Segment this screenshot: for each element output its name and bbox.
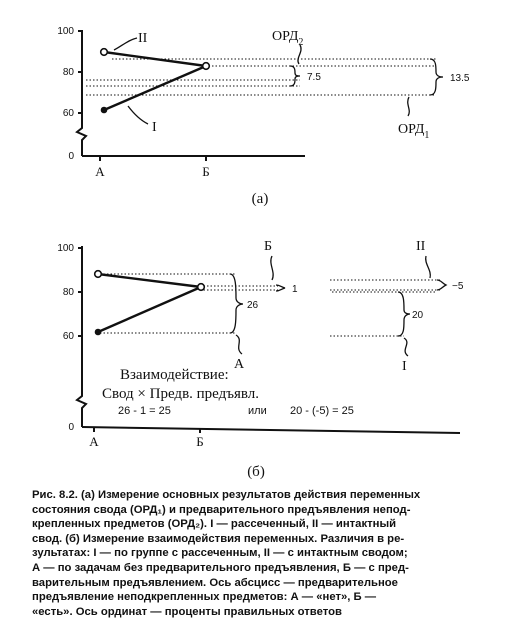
panel-a-brace-7-5 [290,66,300,86]
panel-a-title: (а) [251,191,269,207]
panel-a-ord1-leader [408,97,410,116]
panel-b-xtick-b: Б [196,434,204,449]
panel-a-diff-13-5: 13.5 [450,73,470,84]
panel-b-formula-or: или [248,405,267,417]
panel-b-brace-minus5 [437,280,446,290]
panel-b-ytick-100: 100 [57,243,74,254]
panel-b-ytick-0: 0 [68,422,74,433]
caption-line: крепленных предметов (ОРД₂). I — рассеченный, II — интактный [32,518,397,531]
caption-line: свод. (б) Измерение взаимодействия переменных. Различия в ре- [32,532,405,545]
panel-b-x-axis [82,427,460,433]
panel-a-ytick-100: 100 [57,26,74,37]
panel-a-ord1-label: $ОРД_1$ [398,122,430,141]
panel-b-series-II-line [98,274,201,287]
panel-b-series-I-line [98,287,201,332]
panel-b-formula-right: 20 - (-5) = 25 [290,405,354,417]
caption-line: варительным предъявлением. Ось абсцисс — предварительное [32,576,398,589]
panel-b-diff-26: 26 [247,300,259,311]
panel-b-diff-1: 1 [292,284,298,295]
panel-b-interaction-formula: Свод × Предв. предъявл. [102,386,260,402]
panel-b-series-II-point-a [95,271,102,278]
panel-a-series-I-point-a [101,107,108,114]
panel-a [57,26,470,207]
panel-b-right-II-leader [426,256,431,278]
caption-line: «есть». Ось ординат — проценты правильных ответов [32,605,342,618]
panel-b-xtick-a: А [89,434,99,449]
panel-b-diff-minus5: −5 [452,281,464,292]
panel-b-label-a-leader [236,335,242,354]
panel-b-right-label-I: I [402,359,407,374]
figure-caption [32,488,492,619]
panel-a-label-II: II [138,31,148,46]
panel-b-series-II-point-b [198,284,205,291]
panel-b-label-a: А [234,357,245,372]
panel-b-title: (б) [247,464,265,480]
panel-b-brace-20 [398,292,410,336]
panel-a-label-I-leader [128,106,148,124]
caption-line: Рис. 8.2. (а) Измерение основных результатов действия переменных [32,489,421,501]
caption-line: состояния свода (ОРД₁) и предварительного предъявления непод- [32,503,411,516]
panel-a-label-I: I [152,120,157,135]
panel-b-label-b-leader [271,256,273,280]
panel-a-xtick-b: Б [202,164,210,179]
panel-a-ytick-0: 0 [68,151,74,162]
caption-line: зультатах: I — по группе с рассеченным, II — с интактным сводом; [32,547,408,560]
panel-b [57,239,464,480]
panel-b-ytick-80: 80 [62,287,74,298]
panel-a-y-axis [77,30,86,156]
panel-b-label-b: Б [264,239,273,254]
panel-a-ytick-80: 80 [62,67,74,78]
panel-b-diff-20: 20 [412,310,424,321]
panel-a-ytick-60: 60 [62,108,74,119]
panel-b-series-I-point-a [95,329,102,336]
caption-line: А — по задачам без предварительного предъявления, Б — с пред- [32,561,409,574]
panel-b-ytick-60: 60 [62,331,74,342]
panel-a-series-II-point-a [101,49,108,56]
panel-b-formula-left: 26 - 1 = 25 [118,405,171,417]
panel-b-right-I-leader [404,338,408,356]
caption-line: предъявление неподкрепленных предметов: А — «нет», Б — [32,591,377,604]
panel-a-brace-13-5 [430,59,443,95]
panel-b-interaction-title: Взаимодействие: [120,367,229,383]
panel-b-brace-26 [230,274,243,333]
panel-a-series-II-point-b [203,63,210,70]
panel-a-ord2-label: $ОРД_2$ [272,29,304,48]
panel-a-xtick-a: А [95,164,105,179]
panel-b-right-label-II: II [416,239,426,254]
panel-a-series-I-line [104,66,206,110]
panel-a-label-II-leader [114,38,137,50]
panel-a-diff-7-5: 7.5 [307,72,321,83]
